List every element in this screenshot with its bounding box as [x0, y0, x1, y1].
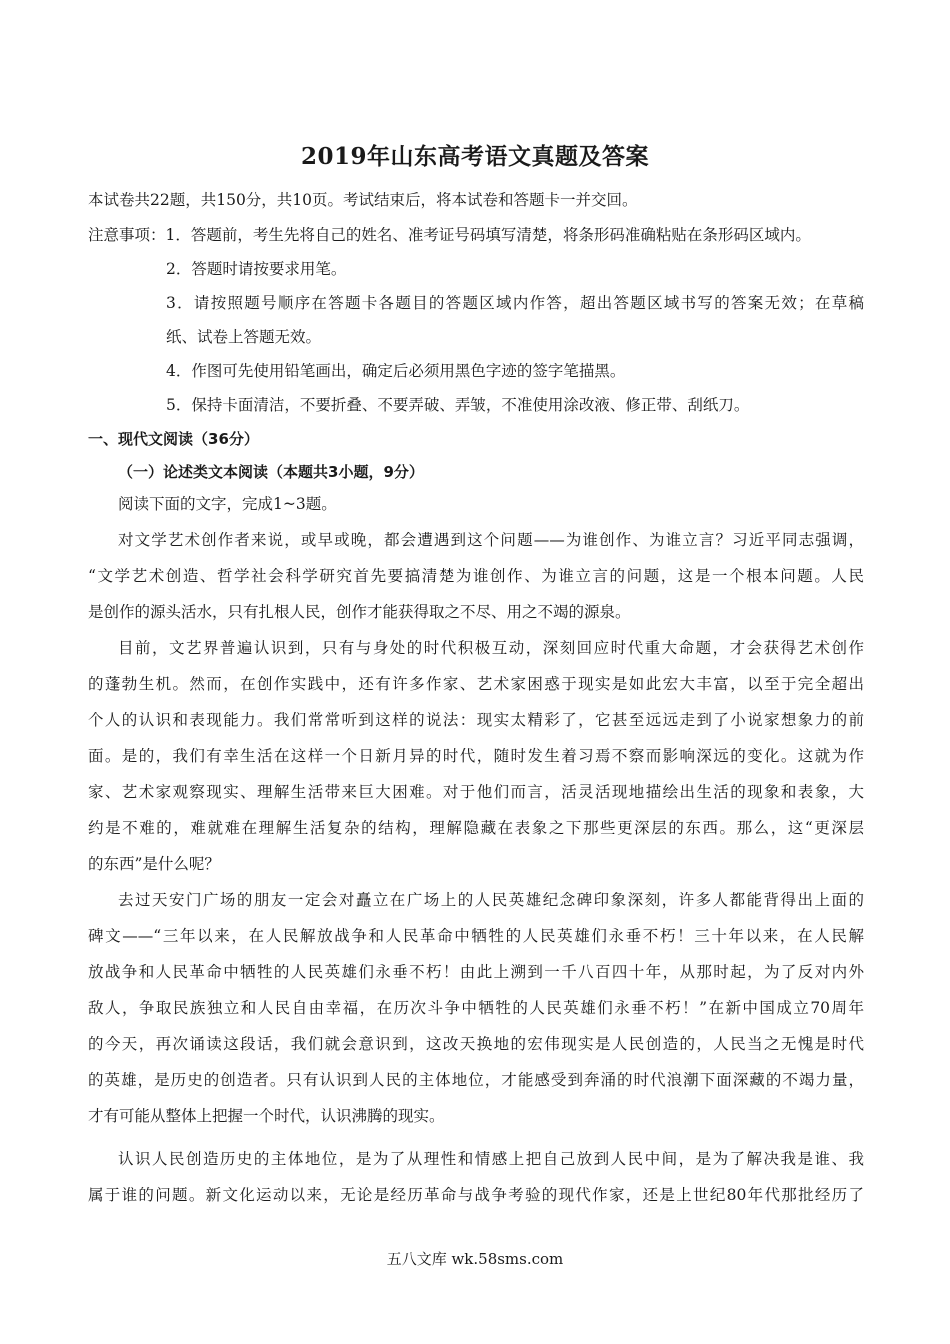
paragraph-line: 的英雄，是历史的创造者。只有认识到人民的主体地位，才能感受到奔涌的时代浪潮下面深藏的不竭力量， — [88, 1071, 864, 1089]
paragraph-line: 是创作的源头活水，只有扎根人民，创作才能获得取之不尽、用之不竭的源泉。 — [88, 603, 631, 621]
notes-item-5: 5．保持卡面清洁，不要折叠、不要弄破、弄皱，不准使用涂改液、修正带、刮纸刀。 — [166, 396, 750, 414]
paragraph-line: 的蓬勃生机。然而，在创作实践中，还有许多作家、艺术家困惑于现实是如此宏大丰富，以至于完全超出 — [88, 675, 864, 693]
notes-item-3: 3．请按照题号顺序在答题卡各题目的答题区域内作答，超出答题区域书写的答案无效；在草稿 — [166, 294, 864, 312]
page-footer-watermark: 五八文库 wk.58sms.com — [386, 1250, 564, 1268]
page-title: 2019年山东高考语文真题及答案 — [300, 143, 649, 170]
paragraph-line: 约是不难的，难就难在理解生活复杂的结构，理解隐藏在表象之下那些更深层的东西。那么，这“更深层 — [88, 819, 864, 837]
section-heading: 一、现代文阅读（36分） — [88, 430, 259, 448]
notes-item-4: 4．作图可先使用铅笔画出，确定后必须用黑色字迹的签字笔描黑。 — [166, 362, 626, 380]
paragraph-line: 的今天，再次诵读这段话，我们就会意识到，这改天换地的宏伟现实是人民创造的，人民当之无愧是时代 — [88, 1035, 864, 1053]
exam-intro: 本试卷共22题，共150分，共10页。考试结束后，将本试卷和答题卡一并交回。 — [88, 191, 638, 209]
paragraph-line: 敌人，争取民族独立和人民自由幸福，在历次斗争中牺牲的人民英雄们永垂不朽！”在新中国成立70周年 — [88, 999, 864, 1017]
notes-item-2: 2．答题时请按要求用笔。 — [166, 260, 347, 278]
paragraph-line: 的东西”是什么呢？ — [88, 855, 220, 873]
notes-item-3-cont: 纸、试卷上答题无效。 — [166, 328, 322, 346]
paragraph-line: 才有可能从整体上把握一个时代，认识沸腾的现实。 — [88, 1107, 445, 1125]
paragraph-line: 认识人民创造历史的主体地位，是为了从理性和情感上把自己放到人民中间，是为了解决我是谁、我 — [118, 1150, 864, 1168]
paragraph-line: 家、艺术家观察现实、理解生活带来巨大困难。对于他们而言，活灵活现地描绘出生活的现象和表象，大 — [88, 783, 864, 801]
paragraph-line: 对文学艺术创作者来说，或早或晚，都会遭遇到这个问题——为谁创作、为谁立言？习近平同志强调， — [118, 531, 864, 549]
subsection-heading: （一）论述类文本阅读（本题共3小题，9分） — [118, 463, 424, 481]
paragraph-line: 碑文——“三年以来，在人民解放战争和人民革命中牺牲的人民英雄们永垂不朽！三十年以来，在人民解 — [88, 927, 864, 945]
paragraph-line: 个人的认识和表现能力。我们常常听到这样的说法：现实太精彩了，它甚至远远走到了小说家想象力的前 — [88, 711, 864, 729]
paragraph-line: 目前，文艺界普遍认识到，只有与身处的时代积极互动，深刻回应时代重大命题，才会获得艺术创作 — [118, 639, 864, 657]
paragraph-line: 属于谁的问题。新文化运动以来，无论是经历革命与战争考验的现代作家，还是上世纪80年代那批经历了 — [88, 1186, 864, 1204]
reading-instruction: 阅读下面的文字，完成1~3题。 — [118, 495, 337, 513]
paragraph-line: 面。是的，我们有幸生活在这样一个日新月异的时代，随时发生着习焉不察而影响深远的变化。这就为作 — [88, 747, 864, 765]
paragraph-line: “文学艺术创造、哲学社会科学研究首先要搞清楚为谁创作、为谁立言的问题，这是一个根本问题。人民 — [88, 567, 864, 585]
paragraph-line: 去过天安门广场的朋友一定会对矗立在广场上的人民英雄纪念碑印象深刻，许多人都能背得出上面的 — [118, 891, 864, 909]
paragraph-line: 放战争和人民革命中牺牲的人民英雄们永垂不朽！由此上溯到一千八百四十年，从那时起，为了反对内外 — [88, 963, 864, 981]
notes-lead: 注意事项：1．答题前，考生先将自己的姓名、准考证号码填写清楚，将条形码准确粘贴在条形码区域内。 — [88, 226, 811, 244]
